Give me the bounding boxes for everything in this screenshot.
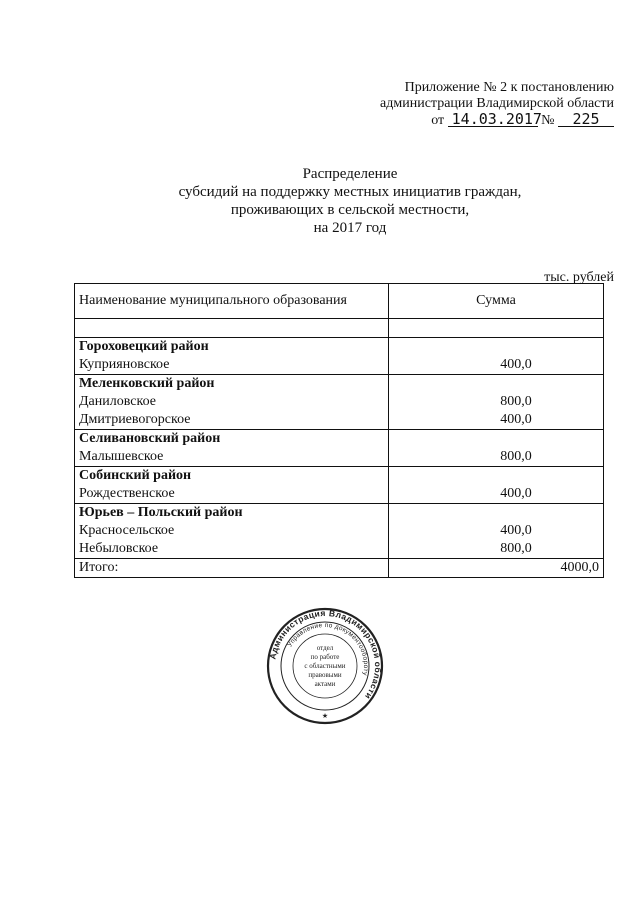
stamp-center-line: актами (314, 680, 336, 688)
appendix-line-1: Приложение № 2 к постановлению (404, 80, 614, 95)
column-header-sum: Сумма (389, 284, 604, 319)
official-stamp (266, 607, 384, 725)
stamp-center-line: отдел (316, 644, 334, 652)
stamp-center-line: по работе (310, 653, 340, 661)
appendix-header (380, 80, 614, 129)
table-row (75, 467, 604, 504)
stamp-star-icon: ★ (321, 712, 329, 720)
stamp-seal (266, 607, 384, 725)
total-row (75, 559, 604, 578)
settlement-sum: 400,0 (500, 523, 532, 538)
number-prefix: № (541, 113, 555, 128)
title-line-4: на 2017 год (313, 220, 387, 236)
district-cell (75, 338, 389, 375)
total-sum: 4000,0 (389, 559, 604, 578)
district-name: Меленковский район (79, 376, 215, 391)
table-row (75, 504, 604, 559)
district-name: Собинский район (79, 468, 192, 483)
date-handwritten: 14.03.2017 (448, 112, 538, 127)
settlement-sum: 400,0 (500, 486, 532, 501)
settlement-sum: 800,0 (500, 541, 532, 556)
settlement-sum: 400,0 (500, 357, 532, 372)
stamp-center-line: с областными (304, 662, 346, 670)
settlement-name: Куприяновское (79, 357, 170, 372)
settlement-name: Рождественское (79, 486, 175, 501)
appendix-line-2: администрации Владимирской области (380, 96, 614, 111)
district-cell (75, 504, 389, 559)
sum-cell (389, 504, 604, 559)
stamp-inner-ring-text: Управление по документообороту (286, 621, 370, 677)
district-cell (75, 430, 389, 467)
settlement-name: Даниловское (79, 394, 156, 409)
settlement-name: Небыловское (79, 541, 159, 556)
table-row (75, 338, 604, 375)
sum-cell (389, 375, 604, 430)
district-name: Селивановский район (79, 431, 221, 446)
spacer-row (75, 319, 604, 338)
sum-cell (389, 467, 604, 504)
settlement-sum: 800,0 (500, 449, 532, 464)
number-handwritten: 225 (558, 112, 614, 127)
settlement-sum: 800,0 (500, 394, 532, 409)
sum-cell (389, 430, 604, 467)
settlement-name: Дмитриевогорское (79, 412, 191, 427)
table-row (75, 375, 604, 430)
total-label: Итого: (75, 559, 389, 578)
stamp-ring-text: Администрация Владимирской области (267, 607, 384, 702)
title-line-1: Распределение (302, 166, 398, 182)
appendix-line-3 (431, 112, 614, 129)
settlement-name: Красносельское (79, 523, 175, 538)
column-header-name: Наименование муниципального образования (75, 284, 389, 319)
table-header-row (75, 284, 604, 319)
district-name: Гороховецкий район (79, 339, 209, 354)
distribution-table (74, 283, 604, 578)
date-prefix: от (431, 113, 445, 128)
district-cell (75, 467, 389, 504)
settlement-name: Малышевское (79, 449, 164, 464)
unit-label: тыс. рублей (544, 270, 614, 285)
sum-cell (389, 338, 604, 375)
district-name: Юрьев – Польский район (79, 505, 243, 520)
table-row (75, 430, 604, 467)
title-line-2: субсидий на поддержку местных инициатив граждан, (178, 184, 522, 200)
document-title (0, 165, 640, 237)
settlement-sum: 400,0 (500, 412, 532, 427)
stamp-center-line: правовыми (308, 671, 342, 679)
title-line-3: проживающих в сельской местности, (230, 202, 470, 218)
district-cell (75, 375, 389, 430)
